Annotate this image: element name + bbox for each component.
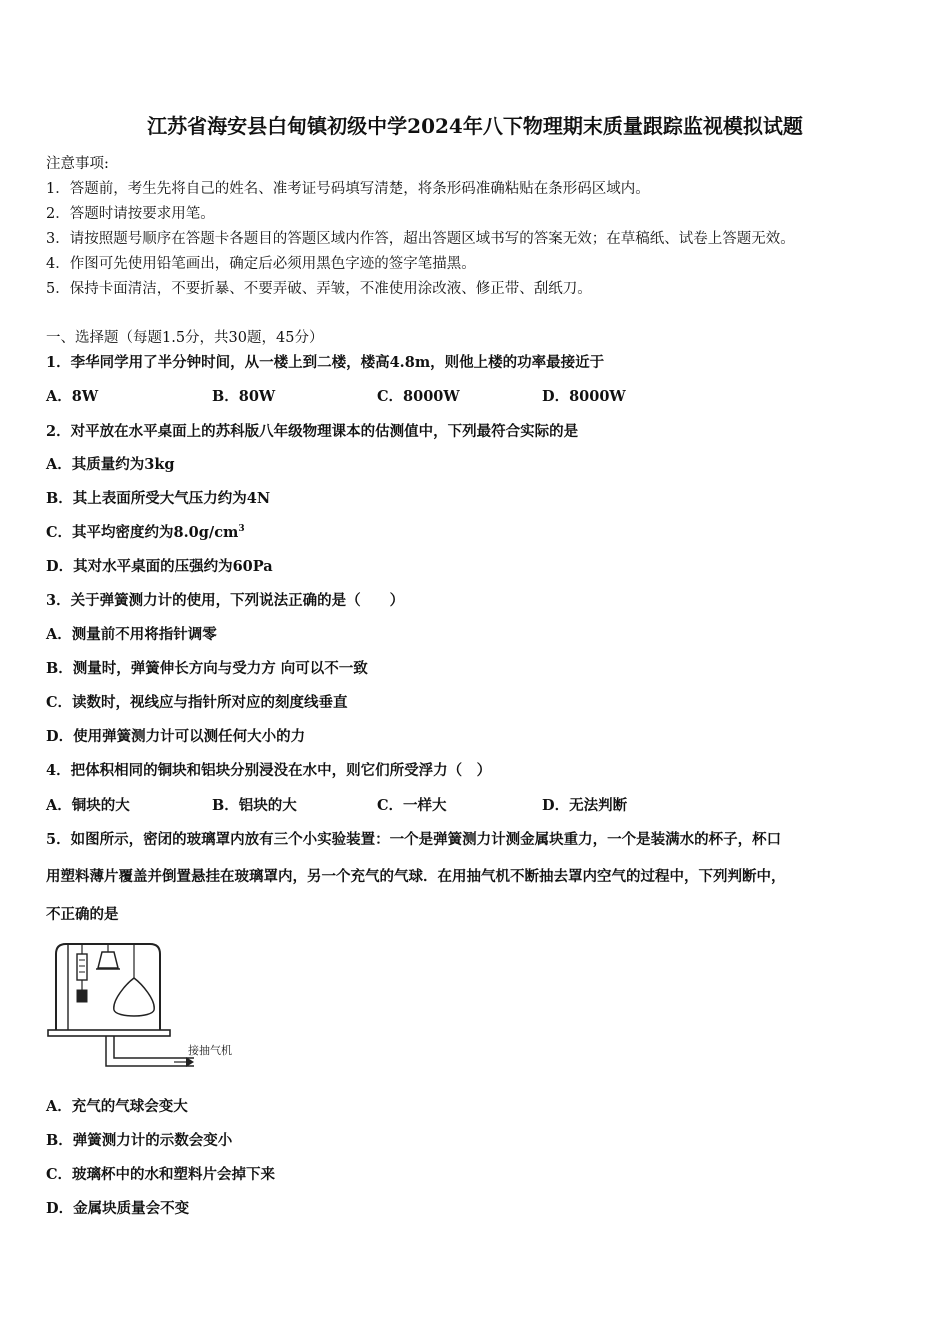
notice-item-3: 3．请按照题号顺序在答题卡各题目的答题区域内作答，超出答题区域书写的答案无效；在草稿纸、试卷上答题无效。	[46, 231, 795, 247]
q5-stem-line-3: 不正确的是	[46, 906, 119, 923]
q2-option-c-text: C．其平均密度约为8.0g/cm	[46, 524, 239, 541]
q1-option-d: D．8000W	[542, 388, 626, 405]
q4-option-b: B．铝块的大	[212, 797, 297, 814]
q5-stem-line-1: 5．如图所示，密闭的玻璃罩内放有三个小实验装置：一个是弹簧测力计测金属块重力，一个是装满水的杯子，杯口	[46, 831, 782, 848]
q3-option-c: C．读数时，视线应与指针所对应的刻度线垂直	[46, 694, 348, 711]
notice-item-2: 2．答题时请按要求用笔。	[46, 206, 215, 222]
base-plate	[48, 1030, 170, 1036]
q4-option-c: C．一样大	[377, 797, 447, 814]
pump-label: 接抽气机	[188, 1044, 232, 1057]
q1-option-a: A．8W	[46, 388, 99, 405]
q1-option-c: C．8000W	[377, 388, 460, 405]
q1-option-b: B．80W	[212, 388, 276, 405]
q5-stem-line-2: 用塑料薄片覆盖并倒置悬挂在玻璃罩内，另一个充气的气球．在用抽气机不断抽去罩内空气的过程中，下列判断中，	[46, 868, 786, 885]
q4-stem: 4．把体积相同的铜块和铝块分别浸没在水中，则它们所受浮力（ ）	[46, 762, 492, 779]
q5-option-c: C．玻璃杯中的水和塑料片会掉下来	[46, 1166, 276, 1183]
metal-block	[77, 990, 87, 1002]
q2-option-c-sup: 3	[238, 524, 245, 535]
notice-item-4: 4．作图可先使用铅笔画出，确定后必须用黑色字迹的签字笔描黑。	[46, 256, 476, 272]
spring-scale-body	[77, 954, 87, 980]
q2-option-a: A．其质量约为3kg	[46, 456, 175, 473]
q2-option-b: B．其上表面所受大气压力约为4N	[46, 490, 271, 507]
q2-option-c	[46, 521, 245, 542]
q3-option-b: B．测量时，弹簧伸长方向与受力方 向可以不一致	[46, 660, 368, 677]
balloon	[114, 978, 154, 1016]
q2-stem: 2．对平放在水平桌面上的苏科版八年级物理课本的估测值中，下列最符合实际的是	[46, 423, 579, 440]
q5-option-d: D．金属块质量会不变	[46, 1200, 190, 1217]
section-heading: 一、选择题（每题1.5分，共30题，45分）	[46, 330, 324, 346]
q3-option-a: A．测量前不用将指针调零	[46, 626, 217, 643]
vacuum-bell-jar-figure	[46, 938, 256, 1078]
q2-option-d: D．其对水平桌面的压强约为60Pa	[46, 558, 273, 575]
q5-option-b: B．弹簧测力计的示数会变小	[46, 1132, 233, 1149]
notice-item-5: 5．保持卡面清洁，不要折暴、不要弄破、弄皱，不准使用涂改液、修正带、刮纸刀。	[46, 281, 592, 297]
inverted-cup	[98, 952, 118, 968]
q5-option-a: A．充气的气球会变大	[46, 1098, 188, 1115]
q4-option-d: D．无法判断	[542, 797, 628, 814]
q3-stem: 3．关于弹簧测力计的使用，下列说法正确的是（ ）	[46, 592, 405, 609]
notice-heading: 注意事项:	[46, 156, 109, 172]
exam-title: 江苏省海安县白甸镇初级中学2024年八下物理期末质量跟踪监视模拟试题	[147, 114, 803, 138]
q3-option-d: D．使用弹簧测力计可以测任何大小的力	[46, 728, 306, 745]
q1-stem: 1．李华同学用了半分钟时间，从一楼上到二楼，楼高4.8m，则他上楼的功率最接近于	[46, 354, 605, 371]
q4-option-a: A．铜块的大	[46, 797, 130, 814]
notice-item-1: 1．答题前，考生先将自己的姓名、准考证号码填写清楚，将条形码准确粘贴在条形码区域内。	[46, 181, 650, 197]
